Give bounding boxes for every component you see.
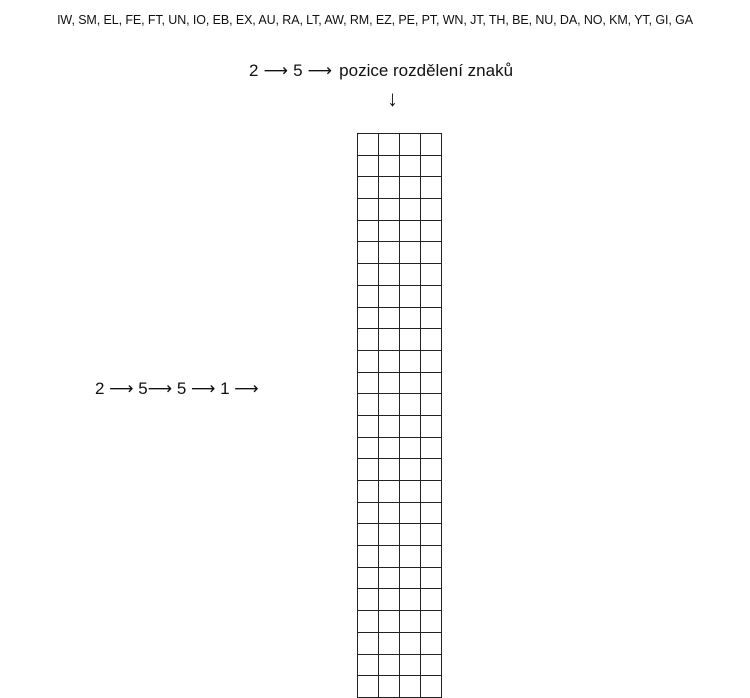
grid-cell[interactable] [379, 155, 400, 177]
grid-cell[interactable] [421, 654, 442, 676]
grid-cell[interactable] [379, 394, 400, 416]
grid-cell[interactable] [358, 502, 379, 524]
grid-cell[interactable] [358, 415, 379, 437]
grid-cell[interactable] [400, 632, 421, 654]
grid-row [358, 242, 442, 264]
grid-row [358, 264, 442, 286]
grid-row [358, 524, 442, 546]
grid-cell[interactable] [400, 199, 421, 221]
grid-cell[interactable] [358, 134, 379, 156]
grid-cell[interactable] [358, 481, 379, 503]
grid-cell[interactable] [379, 177, 400, 199]
grid-cell[interactable] [379, 199, 400, 221]
grid-cell[interactable] [358, 285, 379, 307]
grid-cell[interactable] [379, 567, 400, 589]
grid-cell[interactable] [379, 264, 400, 286]
grid-cell[interactable] [400, 481, 421, 503]
caption-label: pozice rozdělení znaků [339, 61, 514, 80]
grid-cell[interactable] [379, 654, 400, 676]
grid-cell[interactable] [400, 567, 421, 589]
grid-cell[interactable] [421, 589, 442, 611]
grid-row [358, 220, 442, 242]
grid-row [358, 632, 442, 654]
grid-cell[interactable] [358, 177, 379, 199]
grid-cell[interactable] [400, 459, 421, 481]
grid-cell[interactable] [358, 567, 379, 589]
grid-cell[interactable] [379, 307, 400, 329]
grid-cell[interactable] [400, 329, 421, 351]
grid-cell[interactable] [421, 242, 442, 264]
grid-row [358, 502, 442, 524]
grid-cell[interactable] [400, 676, 421, 698]
grid-row [358, 676, 442, 698]
grid-row [358, 329, 442, 351]
grid-cell[interactable] [421, 676, 442, 698]
grid-cell[interactable] [400, 437, 421, 459]
grid-cell[interactable] [379, 676, 400, 698]
grid-cell[interactable] [400, 220, 421, 242]
grid-cell[interactable] [358, 524, 379, 546]
grid-cell[interactable] [400, 242, 421, 264]
grid-row [358, 654, 442, 676]
grid-row [358, 285, 442, 307]
grid-cell[interactable] [400, 177, 421, 199]
grid-cell[interactable] [400, 611, 421, 633]
grid-cell[interactable] [421, 134, 442, 156]
grid-row [358, 481, 442, 503]
grid-cell[interactable] [379, 459, 400, 481]
grid-cell[interactable] [421, 372, 442, 394]
grid-cell[interactable] [379, 134, 400, 156]
grid-cell[interactable] [379, 350, 400, 372]
grid-cell[interactable] [421, 177, 442, 199]
grid-cell[interactable] [400, 285, 421, 307]
grid-cell[interactable] [379, 285, 400, 307]
grid-cell[interactable] [400, 546, 421, 568]
grid-cell[interactable] [379, 589, 400, 611]
grid-cell[interactable] [400, 307, 421, 329]
grid-cell[interactable] [358, 350, 379, 372]
grid-row [358, 177, 442, 199]
grid-cell[interactable] [421, 307, 442, 329]
grid-cell[interactable] [379, 220, 400, 242]
grid-cell[interactable] [379, 481, 400, 503]
grid-cell[interactable] [379, 502, 400, 524]
grid-cell[interactable] [421, 524, 442, 546]
grid-cell[interactable] [421, 264, 442, 286]
grid-row [358, 589, 442, 611]
grid-row [358, 394, 442, 416]
grid-row [358, 567, 442, 589]
grid-cell[interactable] [379, 329, 400, 351]
grid-cell[interactable] [400, 372, 421, 394]
grid-cell[interactable] [421, 459, 442, 481]
answer-grid [357, 133, 442, 698]
grid-cell[interactable] [358, 307, 379, 329]
grid-cell[interactable] [400, 589, 421, 611]
grid-cell[interactable] [358, 632, 379, 654]
grid-cell[interactable] [421, 481, 442, 503]
grid-cell[interactable] [379, 632, 400, 654]
grid-row [358, 307, 442, 329]
grid-cell[interactable] [358, 155, 379, 177]
grid-cell[interactable] [421, 502, 442, 524]
grid-cell[interactable] [400, 264, 421, 286]
grid-cell[interactable] [400, 415, 421, 437]
grid-row [358, 611, 442, 633]
grid-cell[interactable] [421, 350, 442, 372]
grid-cell[interactable] [379, 524, 400, 546]
grid-row [358, 372, 442, 394]
grid-row [358, 155, 442, 177]
grid-cell[interactable] [358, 437, 379, 459]
grid-cell[interactable] [358, 199, 379, 221]
grid-row [358, 350, 442, 372]
grid-cell[interactable] [358, 220, 379, 242]
grid-cell[interactable] [358, 372, 379, 394]
grid-cell[interactable] [421, 437, 442, 459]
grid-row [358, 546, 442, 568]
grid-row [358, 134, 442, 156]
grid-cell[interactable] [421, 155, 442, 177]
grid-row [358, 199, 442, 221]
grid-cell[interactable] [421, 220, 442, 242]
grid-cell[interactable] [358, 611, 379, 633]
grid-cell[interactable] [400, 350, 421, 372]
grid-cell[interactable] [421, 632, 442, 654]
grid-row [358, 437, 442, 459]
grid-cell[interactable] [379, 437, 400, 459]
grid-cell[interactable] [400, 524, 421, 546]
grid-cell[interactable] [421, 329, 442, 351]
grid-row [358, 459, 442, 481]
grid-cell[interactable] [421, 285, 442, 307]
letter-pair-list: IW, SM, EL, FE, FT, UN, IO, EB, EX, AU, RA, LT, AW, RM, EZ, PE, PT, WN, JT, TH, BE, NU, DA, NO, KM, YT, GI, GA [57, 13, 693, 27]
grid-cell[interactable] [379, 242, 400, 264]
grid-cell[interactable] [379, 415, 400, 437]
grid-cell[interactable] [421, 546, 442, 568]
grid-row [358, 415, 442, 437]
grid-cell[interactable] [358, 242, 379, 264]
side-sequence: 2 ⟶ 5⟶ 5 ⟶ 1 ⟶ [95, 379, 259, 398]
split-position-caption [249, 61, 513, 81]
grid-cell[interactable] [400, 134, 421, 156]
grid-cell[interactable] [358, 546, 379, 568]
grid-cell[interactable] [379, 372, 400, 394]
grid-cell[interactable] [421, 415, 442, 437]
grid-cell[interactable] [358, 459, 379, 481]
grid-cell[interactable] [421, 394, 442, 416]
grid-cell[interactable] [400, 502, 421, 524]
grid-cell[interactable] [379, 611, 400, 633]
down-arrow-icon: ↓ [387, 86, 398, 111]
grid-cell[interactable] [358, 589, 379, 611]
grid-cell[interactable] [400, 394, 421, 416]
grid-cell[interactable] [358, 329, 379, 351]
grid-cell[interactable] [400, 654, 421, 676]
grid-cell[interactable] [358, 264, 379, 286]
grid-cell[interactable] [421, 611, 442, 633]
caption-sequence: 2 ⟶ 5 ⟶ [249, 61, 338, 80]
grid-cell[interactable] [358, 394, 379, 416]
grid-cell[interactable] [379, 546, 400, 568]
grid-cell[interactable] [400, 155, 421, 177]
grid-cell[interactable] [358, 676, 379, 698]
grid-cell[interactable] [421, 567, 442, 589]
grid-cell[interactable] [421, 199, 442, 221]
grid-cell[interactable] [358, 654, 379, 676]
